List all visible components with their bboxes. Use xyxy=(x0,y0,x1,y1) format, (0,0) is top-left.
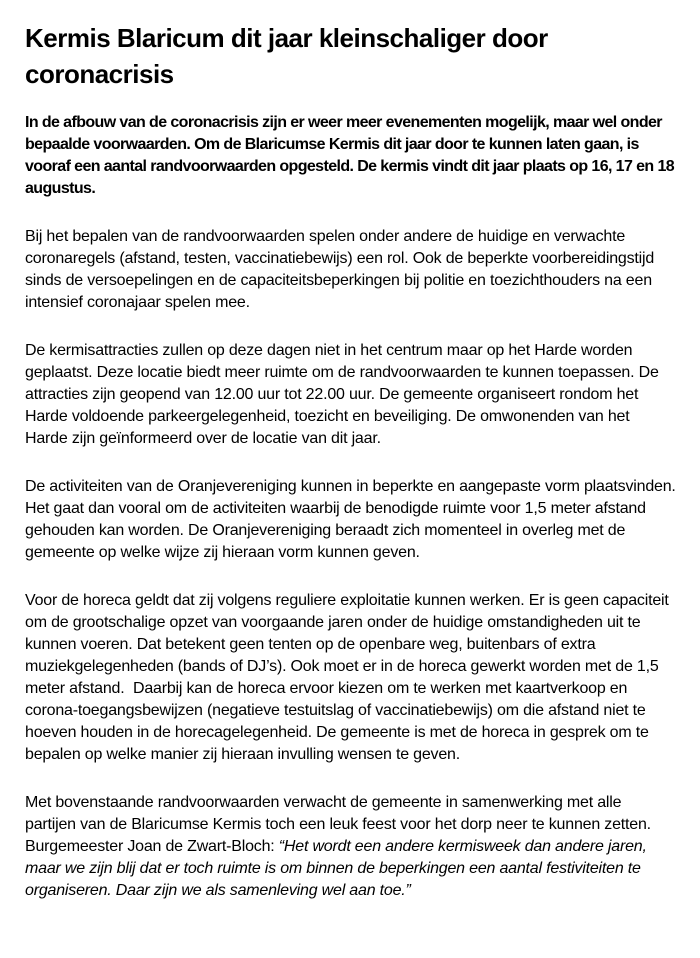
closing-lead: Met bovenstaande randvoorwaarden verwacht de gemeente in samenwerking met alle partijen van de Blaricumse Kermis toch een leuk feest voor het dorp neer te kunnen zetten. xyxy=(25,794,651,833)
quote-attribution: Burgemeester Joan de Zwart-Bloch: xyxy=(25,838,279,855)
article-title: Kermis Blaricum dit jaar kleinschaliger door coronacrisis xyxy=(25,23,555,89)
paragraph-horeca: Voor de horeca geldt dat zij volgens reguliere exploitatie kunnen werken. Er is geen capaciteit om de grootschalige opzet van voorgaande jaren onder de huidige omstandigheden uit te kunnen voeren. Dat betekent geen tenten op de openbare weg, buitenbars of extra muziekgelegenheden (bands of DJ’s). Ook moet er in de horeca gewerkt worden met de 1,5 meter afstand. Daarbij kan de horeca ervoor kiezen om te werken met kaartverkoop en corona-toegangsbewijzen (negatieve testuitslag of vaccinatiebewijs) om die afstand niet te hoeven houden in de horecagelegenheid. De gemeente is met de horeca in gesprek om te bepalen op welke manier zij hieraan invulling wensen te geven. xyxy=(25,592,673,763)
paragraph-randvoorwaarden: Bij het bepalen van de randvoorwaarden spelen onder andere de huidige en verwachte coronaregels (afstand, testen, vaccinatiebewijs) een rol. Ook de beperkte voorbereidingstijd sinds de versoepelingen en de capaciteitsbeperkingen bij politie en toezichthouders na een intensief coronajaar spelen mee. xyxy=(25,228,659,311)
paragraph-kermisattracties: De kermisattracties zullen op deze dagen niet in het centrum maar op het Harde worden geplaatst. Deze locatie biedt meer ruimte om de randvoorwaarden te kunnen toepassen. De attracties zijn geopend van 12.00 uur tot 22.00 uur. De gemeente organiseert rondom het Harde voldoende parkeergelegenheid, toezicht en beveiliging. De omwonenden van het Harde zijn geïnformeerd over de locatie van dit jaar. xyxy=(25,342,663,447)
paragraph-oranjevereniging: De activiteiten van de Oranjevereniging kunnen in beperkte en aangepaste vorm plaatsvinden. Het gaat dan vooral om de activiteiten waarbij de benodigde ruimte voor 1,5 meter afstand gehouden kan worden. De Oranjevereniging beraadt zich momenteel in overleg met de gemeente op welke wijze zij hieraan vorm kunnen geven. xyxy=(25,478,680,561)
closing-paragraph xyxy=(25,792,676,902)
mayor-quote: “Het wordt een andere kermisweek dan andere jaren, maar we zijn blij dat er toch ruimte is om binnen de beperkingen een aantal festiviteiten te organiseren. Daar zijn we als samenleving wel aan toe.” xyxy=(25,838,652,899)
intro-paragraph: In de afbouw van de coronacrisis zijn er weer meer evenementen mogelijk, maar wel onder bepaalde voorwaarden. Om de Blaricumse Kermis dit jaar door te kunnen laten gaan, is vooraf een aantal randvoorwaarden opgesteld. De kermis vindt dit jaar plaats op 16, 17 en 18 augustus. xyxy=(25,114,678,197)
